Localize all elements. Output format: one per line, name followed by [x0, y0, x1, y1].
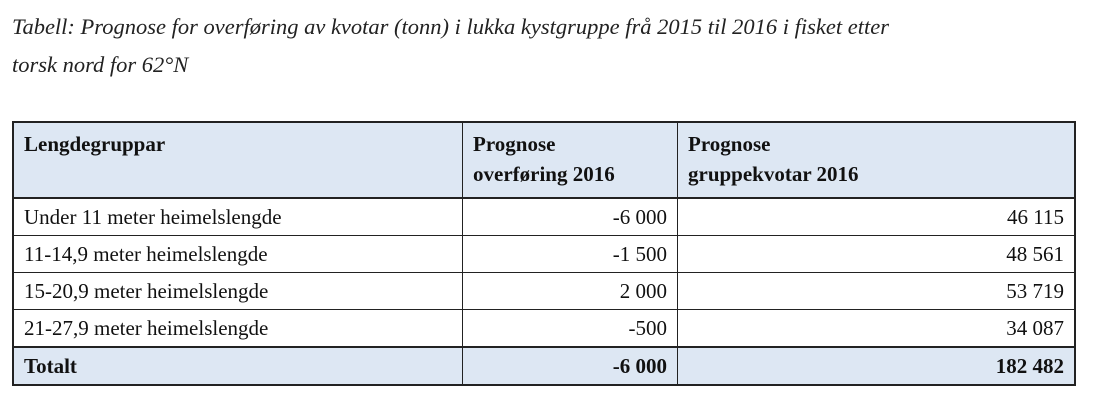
total-transfer: -6 000 — [463, 347, 678, 385]
header-forecast-transfer-line-2: overføring 2016 — [473, 162, 615, 186]
header-forecast-transfer-line-1: Prognose — [473, 132, 556, 156]
table-caption — [12, 8, 1107, 84]
cell-quota: 48 561 — [678, 236, 1076, 273]
table-row — [13, 236, 1075, 273]
cell-quota: 34 087 — [678, 310, 1076, 348]
cell-group: Under 11 meter heimelslengde — [13, 198, 463, 236]
caption-line-1: Tabell: Prognose for overføring av kvotar (tonn) i lukka kystgruppe frå 2015 til 2016 i fisket etter — [12, 14, 889, 39]
table-row — [13, 273, 1075, 310]
caption-line-2: torsk nord for 62°N — [12, 52, 189, 77]
cell-quota: 53 719 — [678, 273, 1076, 310]
cell-transfer: -1 500 — [463, 236, 678, 273]
cell-transfer: 2 000 — [463, 273, 678, 310]
cell-group: 21-27,9 meter heimelslengde — [13, 310, 463, 348]
table-row — [13, 198, 1075, 236]
quota-forecast-table — [12, 121, 1076, 386]
cell-transfer: -500 — [463, 310, 678, 348]
header-forecast-group-quotas-line-2: gruppekvotar 2016 — [688, 162, 859, 186]
cell-quota: 46 115 — [678, 198, 1076, 236]
header-forecast-group-quotas-line-1: Prognose — [688, 132, 771, 156]
table-total-row — [13, 347, 1075, 385]
table-row — [13, 310, 1075, 348]
cell-transfer: -6 000 — [463, 198, 678, 236]
table-header-row — [13, 122, 1075, 198]
total-quota: 182 482 — [678, 347, 1076, 385]
cell-group: 15-20,9 meter heimelslengde — [13, 273, 463, 310]
total-label: Totalt — [13, 347, 463, 385]
header-forecast-group-quotas — [678, 122, 1076, 198]
cell-group: 11-14,9 meter heimelslengde — [13, 236, 463, 273]
header-length-groups: Lengdegruppar — [13, 122, 463, 198]
header-forecast-transfer — [463, 122, 678, 198]
